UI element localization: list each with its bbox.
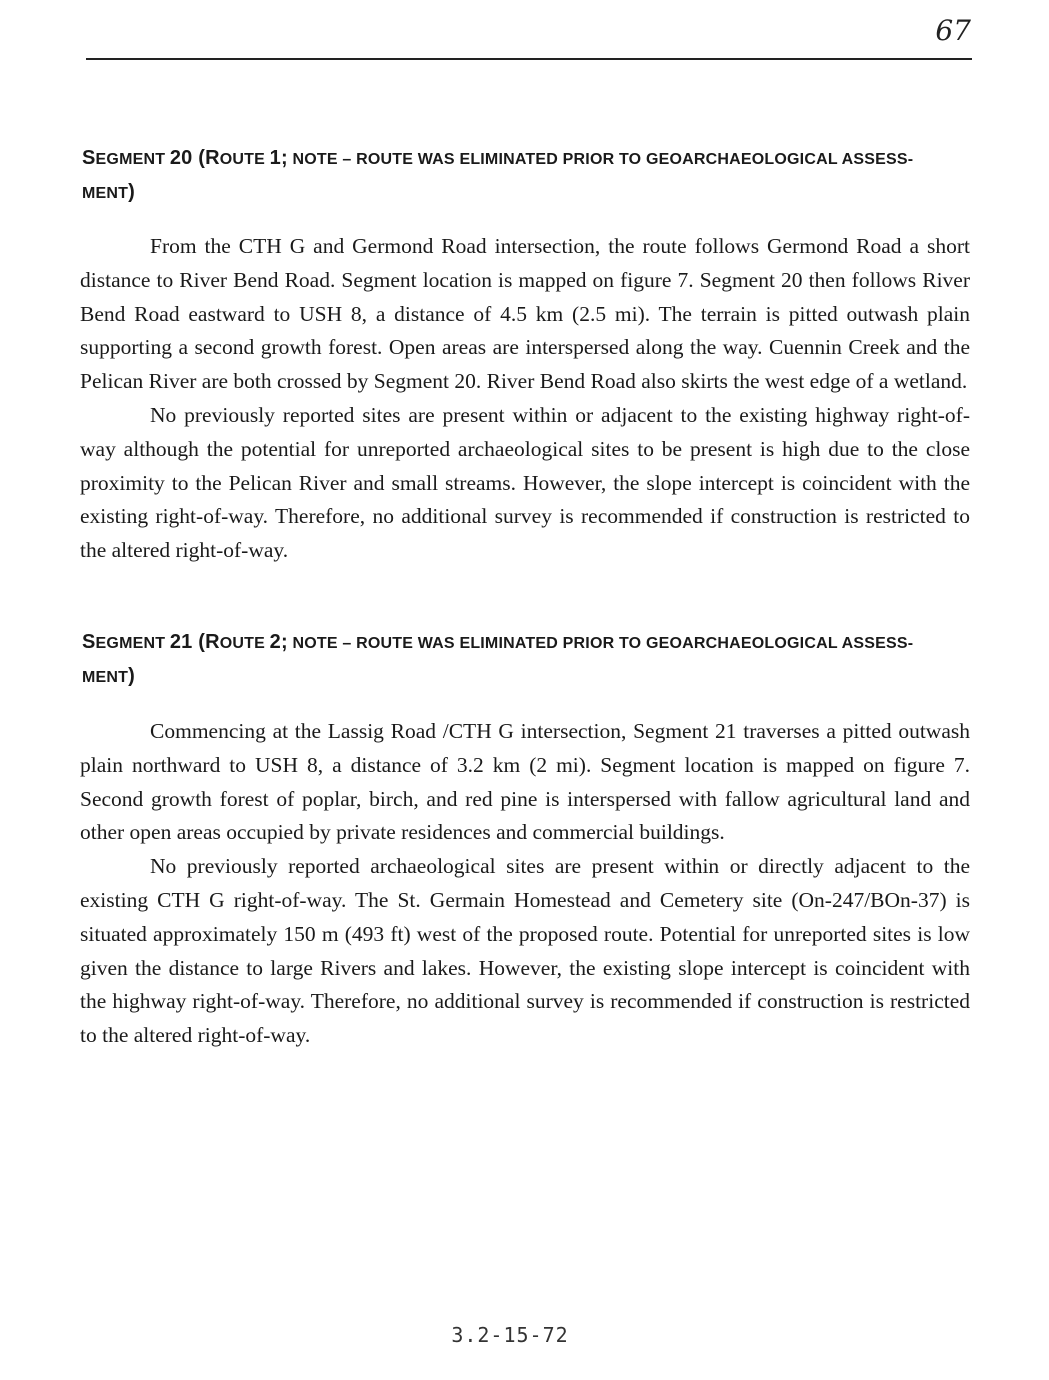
footer-document-code: 3.2-15-72 bbox=[451, 1323, 569, 1347]
heading-part: NOTE – ROUTE WAS ELIMINATED PRIOR TO GEOARCHAEOLOGICAL ASSESS- bbox=[287, 151, 914, 168]
page-number: 67 bbox=[935, 14, 971, 47]
heading-part: 21 (R bbox=[169, 631, 220, 653]
heading-part: S bbox=[82, 147, 96, 169]
heading-part: MENT bbox=[82, 669, 129, 686]
heading-part: MENT bbox=[82, 185, 129, 202]
heading-part: 1; bbox=[269, 147, 288, 169]
paragraph: From the CTH G and Germond Road intersection, the route follows Germond Road a short distance to River Bend Road. Segment location is mapped on figure 7. Segment 20 then follows River Bend Road eastward to USH 8, a distance of 4.5 km (2.5 mi). The terrain is pitted outwash plain supporting a second growth forest. Open areas are interspersed along the way. Cuennin Creek and the Pelican River are both crossed by Segment 20. River Bend Road also skirts the west edge of a wetland. bbox=[80, 234, 970, 394]
segment-21-body bbox=[80, 715, 970, 1053]
heading-part: OUTE bbox=[219, 151, 270, 168]
header-rule bbox=[86, 58, 972, 60]
segment-20-body bbox=[80, 230, 970, 568]
heading-part: ) bbox=[128, 181, 136, 203]
segment-20-heading bbox=[82, 142, 962, 210]
paragraph: Commencing at the Lassig Road /CTH G intersection, Segment 21 traverses a pitted outwash plain northward to USH 8, a distance of 3.2 km (2 mi). Segment location is mapped on figure 7. Second growth forest of poplar, birch, and red pine is interspersed with fallow agricultural land and other open areas occupied by private residences and commercial buildings. bbox=[80, 719, 970, 845]
heading-part: ) bbox=[128, 665, 136, 687]
heading-part: S bbox=[82, 631, 96, 653]
paragraph: No previously reported archaeological sites are present within or directly adjacent to the existing CTH G right-of-way. The St. Germain Homestead and Cemetery site (On-247/BOn-37) is situated approximately 150 m (493 ft) west of the proposed route. Potential for unreported sites is low given the distance to large Rivers and lakes. However, the existing slope intercept is coincident with the highway right-of-way. Therefore, no additional survey is recommended if construction is restricted to the altered right-of-way. bbox=[80, 854, 970, 1048]
heading-part: EGMENT bbox=[95, 635, 170, 652]
heading-part: EGMENT bbox=[95, 151, 170, 168]
heading-part: 20 (R bbox=[169, 147, 220, 169]
heading-part: 2; bbox=[269, 631, 288, 653]
heading-part: NOTE – ROUTE WAS ELIMINATED PRIOR TO GEOARCHAEOLOGICAL ASSESS- bbox=[287, 635, 914, 652]
segment-21-heading bbox=[82, 626, 962, 694]
paragraph: No previously reported sites are present within or adjacent to the existing highway right-of-way although the potential for unreported archaeological sites to be present is high due to the close proximity to the Pelican River and small streams. However, the slope intercept is coincident with the existing right-of-way. Therefore, no additional survey is recommended if construction is restricted to the altered right-of-way. bbox=[80, 402, 970, 563]
heading-part: OUTE bbox=[219, 635, 270, 652]
